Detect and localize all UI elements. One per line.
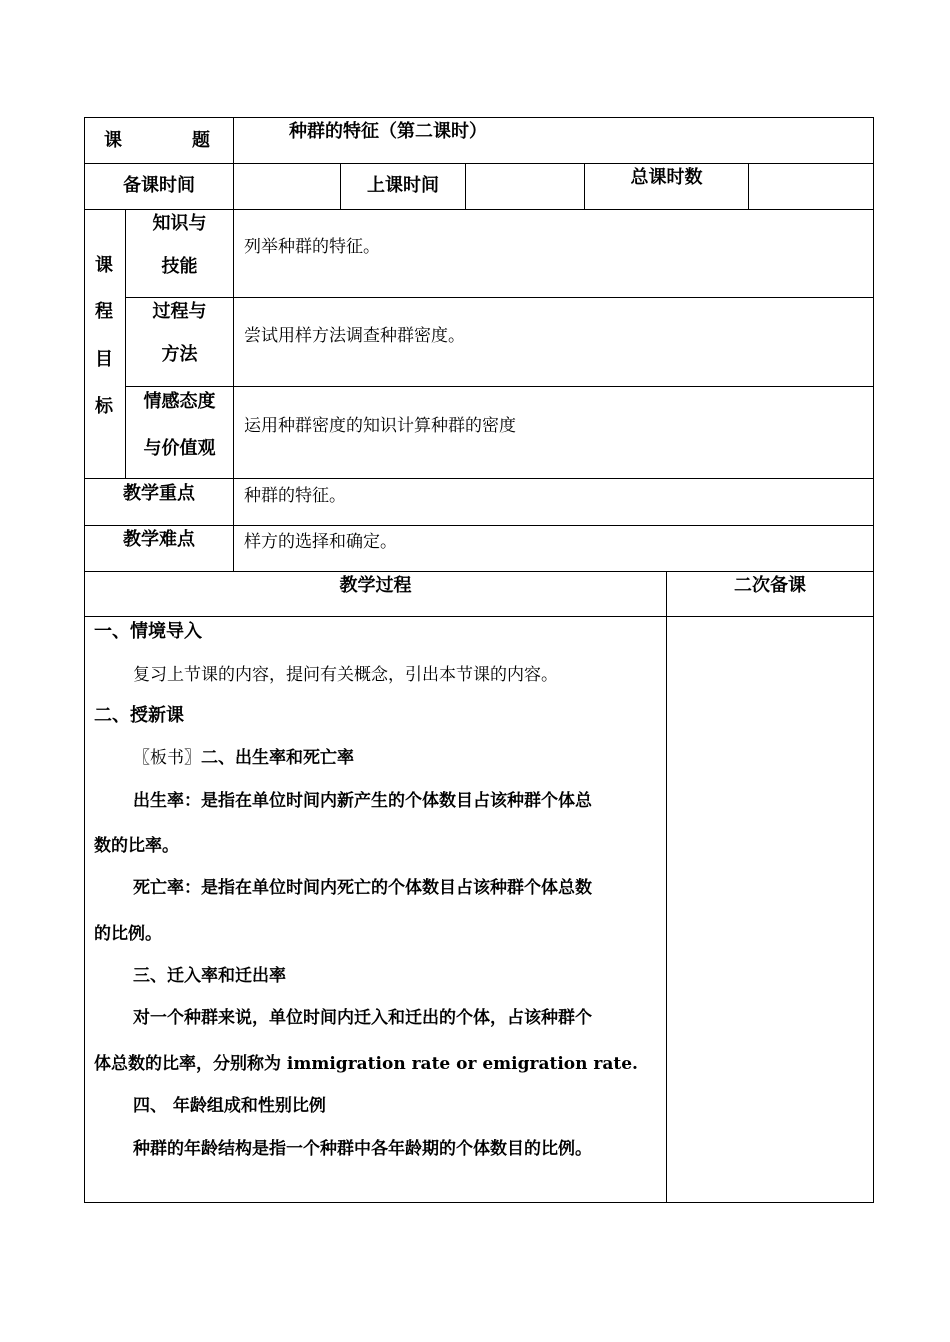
process-header: 教学过程 bbox=[339, 575, 412, 596]
objectives-side-label-2: 程 bbox=[95, 301, 113, 322]
key-point-text: 种群的特征。 bbox=[244, 486, 346, 506]
table-line bbox=[84, 1202, 874, 1203]
section-subtitle: 四、 年龄组成和性别比例 bbox=[133, 1096, 326, 1116]
board-line bbox=[133, 746, 354, 770]
table-line bbox=[84, 478, 874, 479]
objective-label: 技能 bbox=[161, 256, 198, 277]
section-title: 二、授新课 bbox=[94, 705, 184, 726]
table-line bbox=[84, 117, 85, 1203]
board-prefix: 〖板书〗 bbox=[133, 748, 201, 768]
objective-text: 尝试用样方法调查种群密度。 bbox=[244, 326, 465, 346]
objective-text: 列举种群的特征。 bbox=[244, 237, 380, 257]
objectives-side-label-3: 目 bbox=[95, 349, 113, 370]
paragraph: 数的比率。 bbox=[94, 836, 179, 856]
difficulty-label: 教学难点 bbox=[123, 529, 195, 550]
table-line bbox=[125, 386, 874, 387]
paragraph: 对一个种群来说，单位时间内迁入和迁出的个体，占该种群个 bbox=[133, 1008, 592, 1028]
key-point-label: 教学重点 bbox=[123, 483, 195, 504]
table-line bbox=[125, 297, 874, 298]
objectives-side-label-1: 课 bbox=[95, 255, 113, 276]
objective-label: 知识与 bbox=[152, 213, 207, 234]
section-subtitle: 三、迁入率和迁出率 bbox=[133, 966, 286, 986]
class-time-label: 上课时间 bbox=[367, 175, 439, 196]
prep-time-label: 备课时间 bbox=[123, 175, 195, 196]
objective-label: 情感态度 bbox=[143, 391, 216, 412]
table-line bbox=[84, 571, 874, 572]
total-hours-label: 总课时数 bbox=[630, 167, 703, 188]
table-line bbox=[666, 571, 667, 1202]
table-line bbox=[84, 163, 874, 164]
objective-label: 与价值观 bbox=[143, 438, 216, 459]
board-title: 二、出生率和死亡率 bbox=[201, 748, 354, 768]
table-line bbox=[84, 525, 874, 526]
paragraph: 复习上节课的内容，提问有关概念，引出本节课的内容。 bbox=[133, 665, 558, 685]
topic-label-left: 课 bbox=[104, 130, 122, 151]
topic-value: 种群的特征（第二课时） bbox=[289, 121, 487, 142]
table-line bbox=[84, 117, 874, 118]
objective-label: 过程与 bbox=[152, 301, 207, 322]
table-line bbox=[84, 209, 874, 210]
paragraph: 出生率：是指在单位时间内新产生的个体数目占该种群个体总 bbox=[133, 791, 592, 811]
table-line bbox=[233, 117, 234, 571]
table-line bbox=[873, 117, 874, 1203]
objective-label: 方法 bbox=[161, 344, 198, 365]
difficulty-text: 样方的选择和确定。 bbox=[244, 532, 397, 552]
paragraph: 种群的年龄结构是指一个种群中各年龄期的个体数目的比例。 bbox=[133, 1139, 592, 1159]
paragraph: 体总数的比率，分别称为 immigration rate or emigration rate. bbox=[94, 1054, 638, 1074]
section-title: 一、情境导入 bbox=[94, 621, 202, 642]
second-prep-header: 二次备课 bbox=[734, 575, 806, 596]
objective-text: 运用种群密度的知识计算种群的密度 bbox=[244, 416, 516, 436]
table-line bbox=[748, 163, 749, 209]
table-line bbox=[84, 616, 874, 617]
objectives-side-label-4: 标 bbox=[95, 396, 113, 417]
paragraph: 死亡率：是指在单位时间内死亡的个体数目占该种群个体总数 bbox=[133, 878, 592, 898]
paragraph: 的比例。 bbox=[94, 924, 162, 944]
table-line bbox=[465, 163, 466, 209]
topic-label-right: 题 bbox=[192, 130, 210, 151]
